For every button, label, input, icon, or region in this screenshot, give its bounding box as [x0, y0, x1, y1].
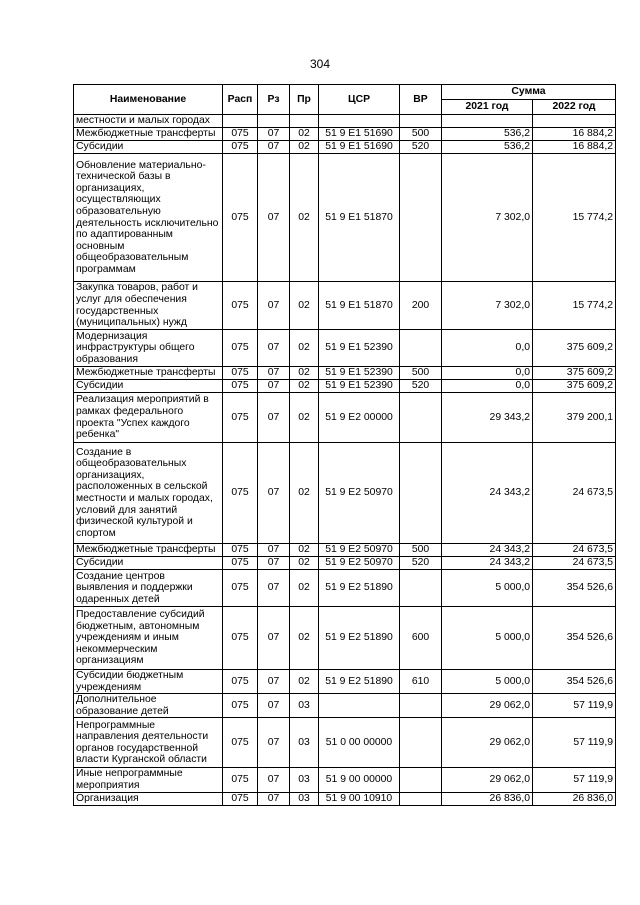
- row-rasp: 075: [223, 128, 258, 141]
- table-row: [74, 115, 616, 128]
- row-csr: 51 9 E1 52390: [319, 380, 400, 393]
- row-value-2022: 354 526,6: [533, 570, 616, 607]
- table-row: [74, 367, 616, 380]
- row-rasp: 075: [223, 570, 258, 607]
- row-pr: 02: [290, 128, 319, 141]
- row-rasp: 075: [223, 393, 258, 443]
- row-name: Непрограммные направления деятельности органов государственной власти Курганской области: [74, 718, 223, 768]
- row-rasp: [223, 115, 258, 128]
- row-value-2022: 57 119,9: [533, 718, 616, 768]
- row-vr: 600: [400, 607, 442, 670]
- table-row: [74, 792, 616, 805]
- row-value-2022: 375 609,2: [533, 367, 616, 380]
- row-value-2021: 0,0: [442, 380, 533, 393]
- table-row: [74, 694, 616, 718]
- table-row: [74, 380, 616, 393]
- row-value-2021: 29 062,0: [442, 694, 533, 718]
- row-vr: [400, 570, 442, 607]
- row-csr: 51 0 00 00000: [319, 718, 400, 768]
- row-pr: 02: [290, 557, 319, 570]
- row-name: Создание центров выявления и поддержки одаренных детей: [74, 570, 223, 607]
- row-csr: 51 9 E2 51890: [319, 670, 400, 694]
- row-csr: 51 9 E1 51870: [319, 282, 400, 330]
- row-value-2021: 0,0: [442, 367, 533, 380]
- table-row: [74, 443, 616, 544]
- row-vr: [400, 154, 442, 282]
- row-vr: [400, 792, 442, 805]
- row-rasp: 075: [223, 544, 258, 557]
- row-vr: [400, 393, 442, 443]
- row-value-2022: 26 836,0: [533, 792, 616, 805]
- row-pr: 02: [290, 154, 319, 282]
- row-rz: 07: [258, 282, 290, 330]
- header-pr: Пр: [290, 85, 319, 115]
- row-name: Субсидии бюджетным учреждениям: [74, 670, 223, 694]
- row-value-2021: 24 343,2: [442, 557, 533, 570]
- row-csr: 51 9 E1 52390: [319, 330, 400, 367]
- table-row: [74, 393, 616, 443]
- row-value-2021: 24 343,2: [442, 443, 533, 544]
- row-pr: 02: [290, 570, 319, 607]
- row-csr: 51 9 E2 51890: [319, 570, 400, 607]
- row-rz: 07: [258, 670, 290, 694]
- row-pr: 03: [290, 718, 319, 768]
- table-row: [74, 282, 616, 330]
- row-name: Субсидии: [74, 557, 223, 570]
- row-csr: 51 9 00 00000: [319, 768, 400, 792]
- row-name: Реализация мероприятий в рамках федерального проекта "Успех каждого ребенка": [74, 393, 223, 443]
- table-row: [74, 570, 616, 607]
- row-vr: 500: [400, 128, 442, 141]
- row-rz: 07: [258, 367, 290, 380]
- row-rz: 07: [258, 792, 290, 805]
- header-2021: 2021 год: [442, 100, 533, 115]
- row-value-2021: 7 302,0: [442, 154, 533, 282]
- row-value-2022: 15 774,2: [533, 282, 616, 330]
- table-row: [74, 154, 616, 282]
- row-rz: 07: [258, 718, 290, 768]
- row-name: Межбюджетные трансферты: [74, 128, 223, 141]
- row-rz: 07: [258, 607, 290, 670]
- row-value-2022: 15 774,2: [533, 154, 616, 282]
- row-value-2022: [533, 115, 616, 128]
- row-name: Создание в общеобразовательных организациях, расположенных в сельской местности и малых городах, условий для занятий физической культурой и спортом: [74, 443, 223, 544]
- row-rasp: 075: [223, 557, 258, 570]
- row-value-2022: 354 526,6: [533, 607, 616, 670]
- row-value-2022: 16 884,2: [533, 128, 616, 141]
- table-row: [74, 141, 616, 154]
- row-pr: 03: [290, 694, 319, 718]
- row-rasp: 075: [223, 670, 258, 694]
- row-value-2021: 26 836,0: [442, 792, 533, 805]
- row-name: Субсидии: [74, 380, 223, 393]
- row-rasp: 075: [223, 282, 258, 330]
- row-rasp: 075: [223, 330, 258, 367]
- row-rasp: 075: [223, 367, 258, 380]
- row-vr: 500: [400, 367, 442, 380]
- header-sum: Сумма: [442, 85, 616, 100]
- row-rz: 07: [258, 570, 290, 607]
- row-name: Предоставление субсидий бюджетным, автономным учреждениям и иным некоммерческим организациям: [74, 607, 223, 670]
- row-pr: 03: [290, 792, 319, 805]
- row-csr: [319, 115, 400, 128]
- page-number: 304: [309, 57, 331, 71]
- row-vr: [400, 768, 442, 792]
- table-body: [74, 115, 616, 806]
- row-rasp: 075: [223, 141, 258, 154]
- row-value-2022: 375 609,2: [533, 380, 616, 393]
- row-pr: 03: [290, 768, 319, 792]
- row-rz: 07: [258, 330, 290, 367]
- row-rasp: 075: [223, 768, 258, 792]
- table-row: [74, 544, 616, 557]
- row-name: Иные непрограммные мероприятия: [74, 768, 223, 792]
- row-rasp: 075: [223, 792, 258, 805]
- row-vr: [400, 694, 442, 718]
- row-csr: 51 9 E1 51690: [319, 128, 400, 141]
- row-csr: 51 9 E2 50970: [319, 557, 400, 570]
- row-csr: 51 9 E2 50970: [319, 443, 400, 544]
- row-vr: 200: [400, 282, 442, 330]
- row-csr: 51 9 E1 52390: [319, 367, 400, 380]
- row-name: Субсидии: [74, 141, 223, 154]
- row-value-2021: 29 062,0: [442, 768, 533, 792]
- row-rz: 07: [258, 380, 290, 393]
- row-rasp: 075: [223, 718, 258, 768]
- row-name: Дополнительное образование детей: [74, 694, 223, 718]
- row-rz: 07: [258, 154, 290, 282]
- row-name: Обновление материально-технической базы в организациях, осуществляющих образовательную деятельность исключительно по адаптированным основным общеобразовательным программам: [74, 154, 223, 282]
- row-rasp: 075: [223, 607, 258, 670]
- table-row: [74, 768, 616, 792]
- row-value-2021: 24 343,2: [442, 544, 533, 557]
- row-value-2021: 7 302,0: [442, 282, 533, 330]
- row-value-2022: 24 673,5: [533, 544, 616, 557]
- row-value-2022: 24 673,5: [533, 443, 616, 544]
- row-vr: [400, 718, 442, 768]
- budget-table: [73, 84, 616, 806]
- row-vr: 520: [400, 557, 442, 570]
- row-csr: 51 9 E1 51690: [319, 141, 400, 154]
- row-pr: 02: [290, 330, 319, 367]
- row-pr: 02: [290, 393, 319, 443]
- row-pr: 02: [290, 544, 319, 557]
- row-value-2022: 375 609,2: [533, 330, 616, 367]
- row-pr: 02: [290, 380, 319, 393]
- row-value-2022: 57 119,9: [533, 694, 616, 718]
- row-value-2022: 57 119,9: [533, 768, 616, 792]
- row-rasp: 075: [223, 443, 258, 544]
- row-rz: [258, 115, 290, 128]
- row-name: Закупка товаров, работ и услуг для обеспечения государственных (муниципальных) нужд: [74, 282, 223, 330]
- row-rasp: 075: [223, 154, 258, 282]
- row-vr: [400, 443, 442, 544]
- header-2022: 2022 год: [533, 100, 616, 115]
- table-row: [74, 607, 616, 670]
- header-rasp: Расп: [223, 85, 258, 115]
- row-csr: [319, 694, 400, 718]
- row-rz: 07: [258, 128, 290, 141]
- row-value-2022: 354 526,6: [533, 670, 616, 694]
- row-vr: [400, 115, 442, 128]
- row-vr: 520: [400, 380, 442, 393]
- table-row: [74, 330, 616, 367]
- row-csr: 51 9 E1 51870: [319, 154, 400, 282]
- row-value-2021: 5 000,0: [442, 607, 533, 670]
- row-rz: 07: [258, 141, 290, 154]
- row-value-2021: 5 000,0: [442, 570, 533, 607]
- row-vr: 500: [400, 544, 442, 557]
- row-rasp: 075: [223, 694, 258, 718]
- row-vr: 610: [400, 670, 442, 694]
- row-name: местности и малых городах: [74, 115, 223, 128]
- row-csr: 51 9 E2 51890: [319, 607, 400, 670]
- row-name: Организация: [74, 792, 223, 805]
- row-vr: 520: [400, 141, 442, 154]
- row-value-2022: 16 884,2: [533, 141, 616, 154]
- header-rz: Рз: [258, 85, 290, 115]
- row-value-2021: 0,0: [442, 330, 533, 367]
- row-csr: 51 9 00 10910: [319, 792, 400, 805]
- row-name: Модернизация инфраструктуры общего образования: [74, 330, 223, 367]
- row-name: Межбюджетные трансферты: [74, 367, 223, 380]
- table-row: [74, 670, 616, 694]
- table-row: [74, 718, 616, 768]
- row-value-2021: 536,2: [442, 141, 533, 154]
- row-value-2021: 536,2: [442, 128, 533, 141]
- table-row: [74, 128, 616, 141]
- row-pr: 02: [290, 607, 319, 670]
- header-vr: ВР: [400, 85, 442, 115]
- row-value-2022: 379 200,1: [533, 393, 616, 443]
- header-name: Наименование: [74, 85, 223, 115]
- row-vr: [400, 330, 442, 367]
- row-pr: 02: [290, 367, 319, 380]
- row-rz: 07: [258, 393, 290, 443]
- row-rasp: 075: [223, 380, 258, 393]
- row-csr: 51 9 E2 00000: [319, 393, 400, 443]
- row-rz: 07: [258, 544, 290, 557]
- row-pr: [290, 115, 319, 128]
- row-rz: 07: [258, 443, 290, 544]
- header-csr: ЦСР: [319, 85, 400, 115]
- row-value-2022: 24 673,5: [533, 557, 616, 570]
- table-row: [74, 557, 616, 570]
- row-csr: 51 9 E2 50970: [319, 544, 400, 557]
- row-rz: 07: [258, 557, 290, 570]
- row-value-2021: [442, 115, 533, 128]
- row-pr: 02: [290, 443, 319, 544]
- row-rz: 07: [258, 694, 290, 718]
- row-pr: 02: [290, 282, 319, 330]
- row-pr: 02: [290, 141, 319, 154]
- row-value-2021: 29 062,0: [442, 718, 533, 768]
- row-value-2021: 29 343,2: [442, 393, 533, 443]
- row-pr: 02: [290, 670, 319, 694]
- row-value-2021: 5 000,0: [442, 670, 533, 694]
- row-name: Межбюджетные трансферты: [74, 544, 223, 557]
- row-rz: 07: [258, 768, 290, 792]
